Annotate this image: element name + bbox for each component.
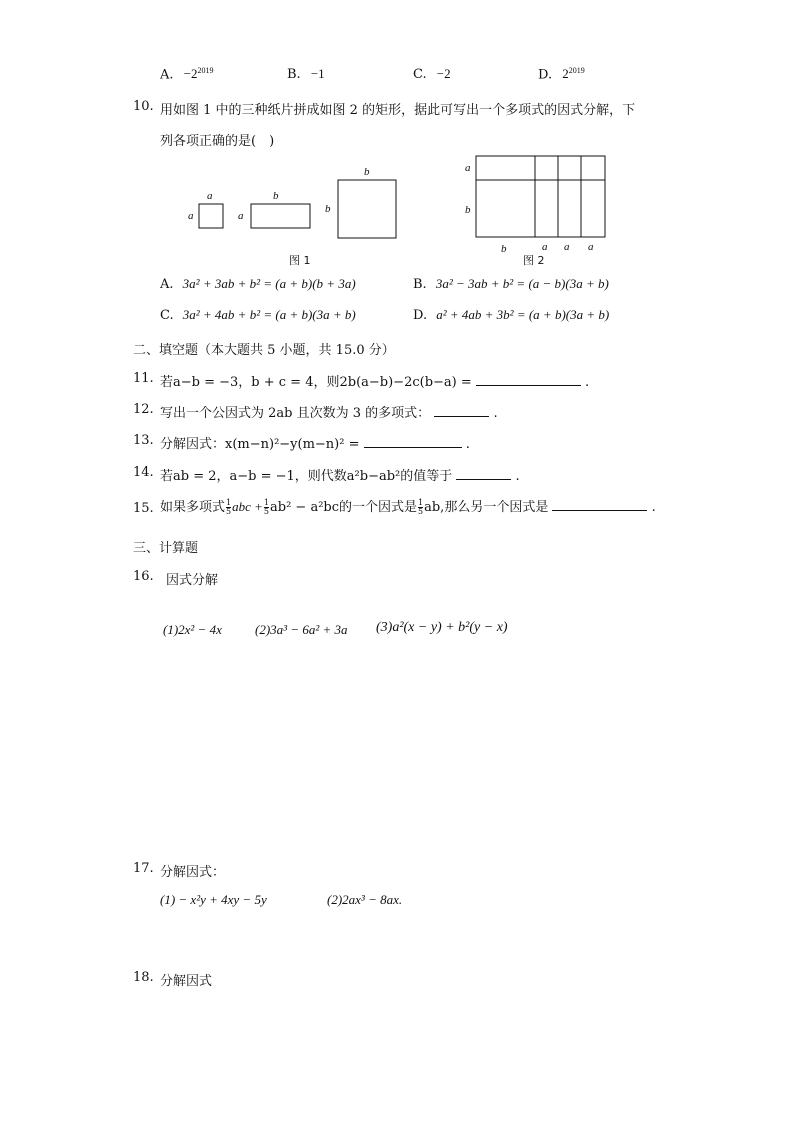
q14-number: 14. xyxy=(133,465,154,480)
q13-line xyxy=(160,433,470,452)
section-3-heading: 三、计算题 xyxy=(133,541,199,556)
q10-option-c xyxy=(160,307,356,323)
fraction-numerator: 1 xyxy=(263,498,269,507)
option-label: C. xyxy=(413,67,427,82)
q16-part-1: (1)2x² − 4x xyxy=(163,622,222,637)
fraction-numerator: 1 xyxy=(418,498,424,507)
q17-part-2: (2)2ax³ − 8ax. xyxy=(327,892,403,907)
option-label: B. xyxy=(287,67,301,82)
q15-line xyxy=(160,496,656,516)
fraction-denominator: 5 xyxy=(226,507,232,516)
large-square-b xyxy=(338,180,396,238)
option-text: −2 xyxy=(436,66,451,81)
small-square-a xyxy=(199,204,223,228)
rectangle-ab xyxy=(251,204,310,228)
q11-line xyxy=(160,371,589,390)
label-a-left: a xyxy=(188,210,194,222)
option-text: −1 xyxy=(310,66,325,81)
label-a-left: a xyxy=(465,162,471,174)
label-b-top: b xyxy=(273,190,279,202)
q15-mid1: abc + xyxy=(232,499,263,514)
q12-number: 12. xyxy=(133,402,154,417)
option-exponent: 2019 xyxy=(568,66,585,75)
fraction xyxy=(264,499,269,516)
figure-2-caption: 图 2 xyxy=(523,254,545,267)
fraction xyxy=(418,499,423,516)
q11-number: 11. xyxy=(133,371,154,386)
q10-line2: 列各项正确的是( ) xyxy=(160,134,275,149)
option-text: 2 xyxy=(562,66,569,82)
q17-part-1: (1) − x²y + 4xy − 5y xyxy=(160,892,267,907)
fraction xyxy=(226,499,231,516)
q15-answer-blank xyxy=(552,498,647,511)
q14-text: 若ab = 2，a−b = −1，则代数a²b−ab²的值等于 xyxy=(160,469,453,484)
q9-option-b xyxy=(287,66,325,82)
figure-1 xyxy=(180,160,410,270)
q15-pre: 如果多项式 xyxy=(160,500,226,515)
option-text: a² + 4ab + 3b² = (a + b)(3a + b) xyxy=(436,307,610,322)
q16-part-2: (2)3a³ − 6a² + 3a xyxy=(255,622,348,637)
q14-answer-blank xyxy=(456,467,511,480)
q10-option-b xyxy=(413,276,609,292)
big-rectangle xyxy=(476,156,605,237)
option-text: 3a² + 3ab + b² = (a + b)(b + 3a) xyxy=(182,276,356,291)
option-label: D. xyxy=(413,308,428,323)
q13-text: 分解因式：x(m−n)²−y(m−n)² = xyxy=(160,437,360,452)
option-text: 3a² + 4ab + b² = (a + b)(3a + b) xyxy=(182,307,356,322)
q10-option-d xyxy=(413,307,609,323)
q18-title: 分解因式 xyxy=(160,974,213,989)
q14-end: . xyxy=(515,469,520,484)
q17-title: 分解因式： xyxy=(160,865,226,880)
q11-answer-blank xyxy=(476,373,581,386)
option-label: C. xyxy=(160,308,174,323)
q11-end: . xyxy=(585,375,590,390)
q10-number: 10. xyxy=(133,99,154,114)
q13-number: 13. xyxy=(133,433,154,448)
label-b-bottom: b xyxy=(501,243,507,255)
option-label: D. xyxy=(538,67,553,83)
label-b-left: b xyxy=(465,204,471,216)
q10-line1: 用如图 1 中的三种纸片拼成如图 2 的矩形，据此可写出一个多项式的因式分解，下 xyxy=(160,103,636,118)
q11-text: 若a−b = −3，b + c = 4，则2b(a−b)−2c(b−a) = xyxy=(160,375,472,390)
q16-part-3: (3)a²(x − y) + b²(y − x) xyxy=(376,620,508,635)
q9-option-d xyxy=(538,66,585,82)
figure-1-caption: 图 1 xyxy=(289,254,311,267)
q15-number: 15. xyxy=(133,501,154,516)
figure-2 xyxy=(460,150,620,270)
option-label: B. xyxy=(413,277,427,292)
label-a-bottom: a xyxy=(564,241,570,253)
section-2-heading: 二、填空题（本大题共 5 小题，共 15.0 分） xyxy=(133,343,395,358)
option-text: 3a² − 3ab + b² = (a − b)(3a + b) xyxy=(435,276,609,291)
q18-number: 18. xyxy=(133,970,154,985)
fraction-denominator: 5 xyxy=(418,507,424,516)
q10-option-a xyxy=(160,276,356,292)
q12-text: 写出一个公因式为 2ab 且次数为 3 的多项式： xyxy=(160,406,431,421)
label-a-top: a xyxy=(207,190,213,202)
q9-option-a xyxy=(160,66,214,82)
q12-line xyxy=(160,402,498,421)
fraction-denominator: 5 xyxy=(263,507,269,516)
fraction-numerator: 1 xyxy=(226,498,232,507)
label-b-left: b xyxy=(325,203,331,215)
q13-end: . xyxy=(465,437,470,452)
q12-end: . xyxy=(493,406,498,421)
q15-end: . xyxy=(651,500,656,515)
q13-answer-blank xyxy=(364,435,462,448)
q15-mid2: ab² − a²bc的一个因式是 xyxy=(270,500,418,515)
option-exponent: 2019 xyxy=(197,66,214,75)
q16-title: 因式分解 xyxy=(166,573,219,588)
q14-line xyxy=(160,465,520,484)
q12-answer-blank xyxy=(434,404,489,417)
label-a-left: a xyxy=(238,210,244,222)
label-b-top: b xyxy=(364,166,370,178)
q17-number: 17. xyxy=(133,861,154,876)
label-a-bottom: a xyxy=(542,241,548,253)
q15-mid3: ab,那么另一个因式是 xyxy=(424,500,549,515)
label-a-bottom: a xyxy=(588,241,594,253)
q9-option-c xyxy=(413,66,451,82)
q16-number: 16. xyxy=(133,569,154,584)
option-text: −2 xyxy=(183,66,198,82)
option-label: A. xyxy=(160,67,174,83)
option-label: A. xyxy=(160,277,174,292)
